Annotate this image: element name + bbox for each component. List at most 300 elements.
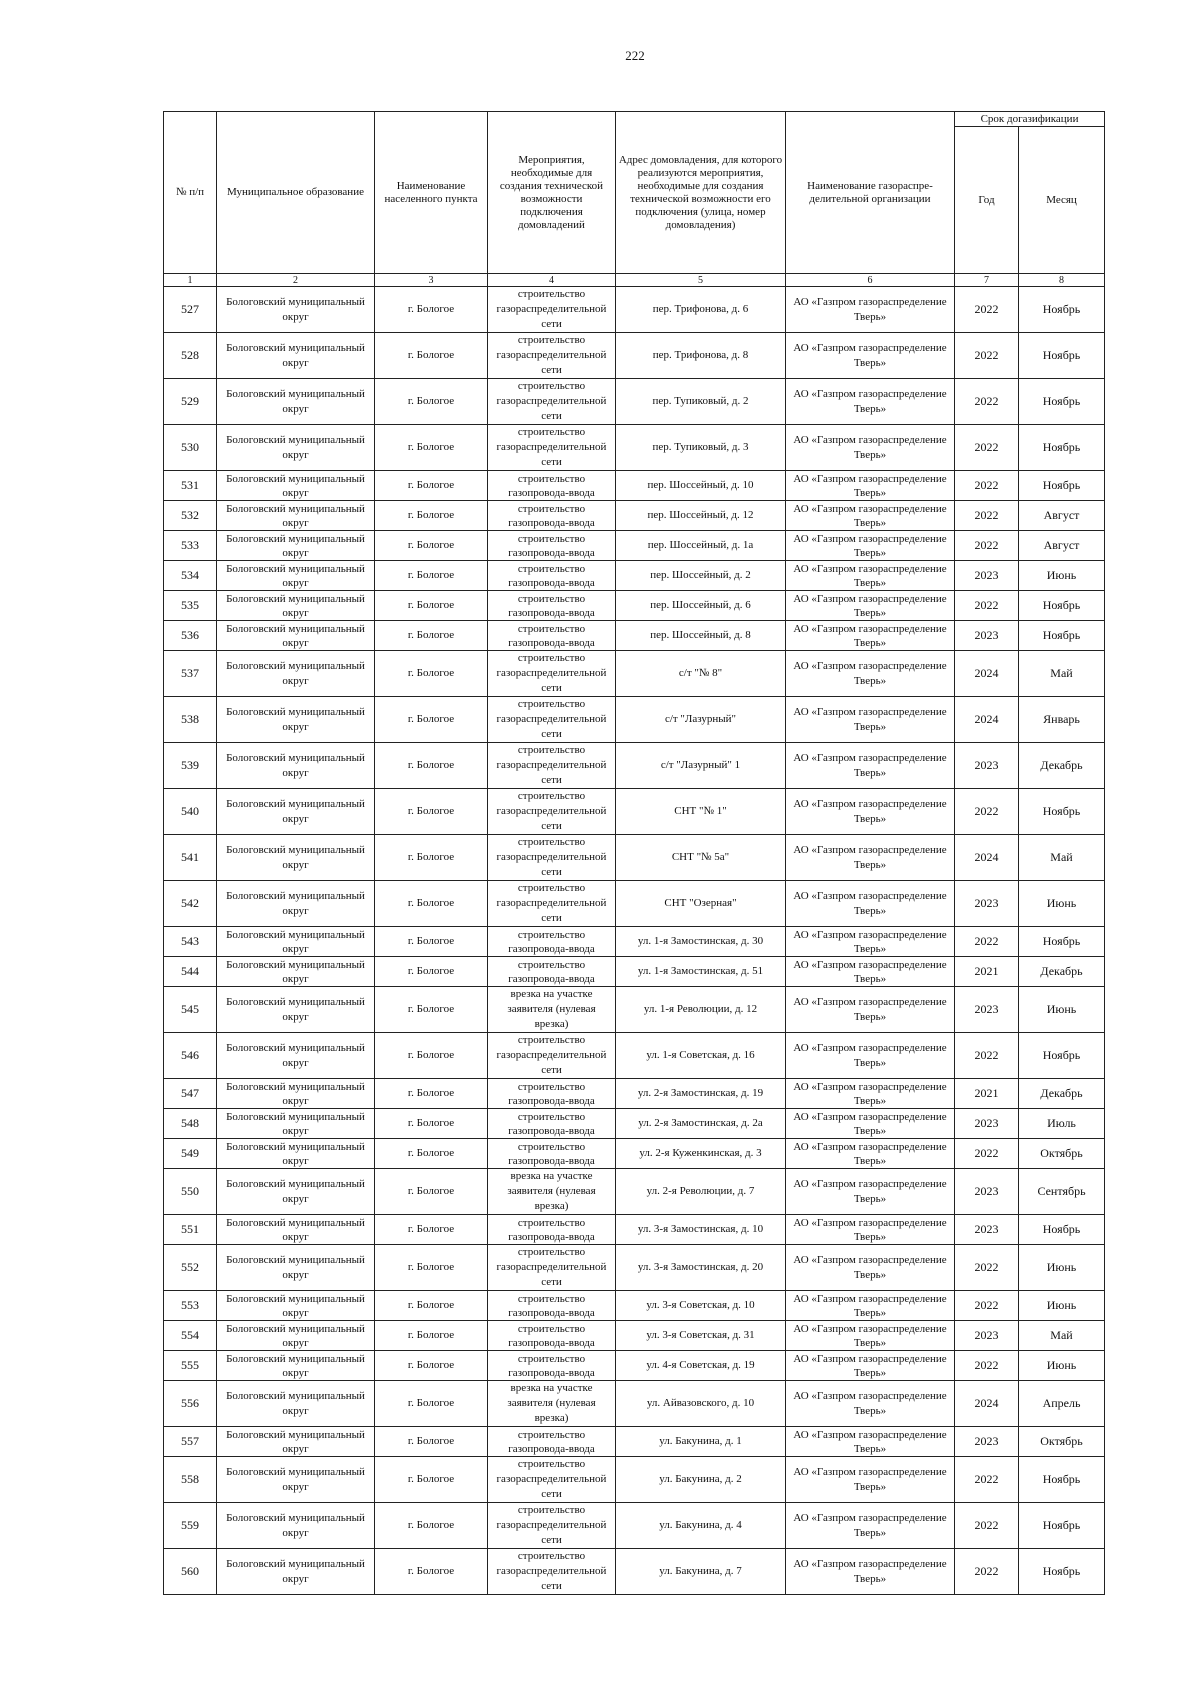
measures-cell: строительство газораспределительной сети bbox=[488, 379, 616, 425]
municipality-cell: Бологовский муниципальный округ bbox=[217, 531, 375, 561]
address-cell: ул. 3-я Советская, д. 31 bbox=[616, 1321, 786, 1351]
measures-cell: строительство газопровода-ввода bbox=[488, 1291, 616, 1321]
header-municipality: Муниципальное образование bbox=[217, 112, 375, 274]
address-cell: пер. Тупиковый, д. 3 bbox=[616, 425, 786, 471]
org-cell: АО «Газпром газораспределение Тверь» bbox=[786, 591, 955, 621]
measures-cell: строительство газопровода-ввода bbox=[488, 1215, 616, 1245]
month-cell: Ноябрь bbox=[1019, 379, 1105, 425]
year-cell: 2022 bbox=[955, 927, 1019, 957]
month-cell: Май bbox=[1019, 651, 1105, 697]
table-row bbox=[164, 1503, 1105, 1549]
address-cell: с/т "Лазурный" 1 bbox=[616, 743, 786, 789]
settlement-cell: г. Бологое bbox=[375, 287, 488, 333]
year-cell: 2022 bbox=[955, 471, 1019, 501]
org-cell: АО «Газпром газораспределение Тверь» bbox=[786, 1033, 955, 1079]
month-cell: Май bbox=[1019, 835, 1105, 881]
address-cell: пер. Шоссейный, д. 10 bbox=[616, 471, 786, 501]
measures-cell: строительство газопровода-ввода bbox=[488, 501, 616, 531]
header-month: Месяц bbox=[1019, 127, 1105, 274]
settlement-cell: г. Бологое bbox=[375, 1033, 488, 1079]
address-cell: ул. 2-я Куженкинская, д. 3 bbox=[616, 1139, 786, 1169]
address-cell: ул. 2-я Замостинская, д. 2а bbox=[616, 1109, 786, 1139]
table-row bbox=[164, 471, 1105, 501]
org-cell: АО «Газпром газораспределение Тверь» bbox=[786, 561, 955, 591]
month-cell: Ноябрь bbox=[1019, 1457, 1105, 1503]
year-cell: 2022 bbox=[955, 591, 1019, 621]
month-cell: Ноябрь bbox=[1019, 1215, 1105, 1245]
measures-cell: строительство газораспределительной сети bbox=[488, 425, 616, 471]
settlement-cell: г. Бологое bbox=[375, 927, 488, 957]
measures-cell: строительство газопровода-ввода bbox=[488, 471, 616, 501]
row-number: 558 bbox=[164, 1457, 217, 1503]
org-cell: АО «Газпром газораспределение Тверь» bbox=[786, 1351, 955, 1381]
table-row bbox=[164, 561, 1105, 591]
year-cell: 2023 bbox=[955, 743, 1019, 789]
measures-cell: врезка на участке заявителя (нулевая врезка) bbox=[488, 1169, 616, 1215]
settlement-cell: г. Бологое bbox=[375, 987, 488, 1033]
municipality-cell: Бологовский муниципальный округ bbox=[217, 1291, 375, 1321]
table-row bbox=[164, 425, 1105, 471]
org-cell: АО «Газпром газораспределение Тверь» bbox=[786, 1169, 955, 1215]
address-cell: ул. Бакунина, д. 4 bbox=[616, 1503, 786, 1549]
month-cell: Ноябрь bbox=[1019, 333, 1105, 379]
org-cell: АО «Газпром газораспределение Тверь» bbox=[786, 1427, 955, 1457]
address-cell: ул. 1-я Советская, д. 16 bbox=[616, 1033, 786, 1079]
row-number: 534 bbox=[164, 561, 217, 591]
org-cell: АО «Газпром газораспределение Тверь» bbox=[786, 743, 955, 789]
month-cell: Сентябрь bbox=[1019, 1169, 1105, 1215]
org-cell: АО «Газпром газораспределение Тверь» bbox=[786, 1457, 955, 1503]
table-row bbox=[164, 1291, 1105, 1321]
municipality-cell: Бологовский муниципальный округ bbox=[217, 743, 375, 789]
row-number: 546 bbox=[164, 1033, 217, 1079]
settlement-cell: г. Бологое bbox=[375, 957, 488, 987]
measures-cell: строительство газораспределительной сети bbox=[488, 1245, 616, 1291]
measures-cell: строительство газопровода-ввода bbox=[488, 591, 616, 621]
row-number: 560 bbox=[164, 1549, 217, 1595]
org-cell: АО «Газпром газораспределение Тверь» bbox=[786, 379, 955, 425]
measures-cell: строительство газопровода-ввода bbox=[488, 621, 616, 651]
table-row bbox=[164, 1321, 1105, 1351]
address-cell: ул. Бакунина, д. 1 bbox=[616, 1427, 786, 1457]
month-cell: Ноябрь bbox=[1019, 621, 1105, 651]
table-header bbox=[164, 112, 1105, 287]
org-cell: АО «Газпром газораспределение Тверь» bbox=[786, 1321, 955, 1351]
address-cell: пер. Трифонова, д. 6 bbox=[616, 287, 786, 333]
month-cell: Ноябрь bbox=[1019, 789, 1105, 835]
settlement-cell: г. Бологое bbox=[375, 501, 488, 531]
row-number: 550 bbox=[164, 1169, 217, 1215]
measures-cell: строительство газопровода-ввода bbox=[488, 531, 616, 561]
header-measures: Мероприятия, необходимые для создания технической возможности подключения домовладений bbox=[488, 112, 616, 274]
org-cell: АО «Газпром газораспределение Тверь» bbox=[786, 425, 955, 471]
page-number: 222 bbox=[625, 48, 645, 63]
settlement-cell: г. Бологое bbox=[375, 531, 488, 561]
org-cell: АО «Газпром газораспределение Тверь» bbox=[786, 789, 955, 835]
settlement-cell: г. Бологое bbox=[375, 1381, 488, 1427]
municipality-cell: Бологовский муниципальный округ bbox=[217, 1503, 375, 1549]
row-number: 530 bbox=[164, 425, 217, 471]
month-cell: Ноябрь bbox=[1019, 425, 1105, 471]
municipality-cell: Бологовский муниципальный округ bbox=[217, 1245, 375, 1291]
org-cell: АО «Газпром газораспределение Тверь» bbox=[786, 621, 955, 651]
measures-cell: строительство газораспределительной сети bbox=[488, 1033, 616, 1079]
settlement-cell: г. Бологое bbox=[375, 1427, 488, 1457]
settlement-cell: г. Бологое bbox=[375, 1169, 488, 1215]
row-number: 540 bbox=[164, 789, 217, 835]
row-number: 539 bbox=[164, 743, 217, 789]
year-cell: 2023 bbox=[955, 987, 1019, 1033]
table-row bbox=[164, 651, 1105, 697]
month-cell: Июнь bbox=[1019, 1291, 1105, 1321]
month-cell: Декабрь bbox=[1019, 957, 1105, 987]
org-cell: АО «Газпром газораспределение Тверь» bbox=[786, 531, 955, 561]
settlement-cell: г. Бологое bbox=[375, 425, 488, 471]
municipality-cell: Бологовский муниципальный округ bbox=[217, 425, 375, 471]
year-cell: 2023 bbox=[955, 1109, 1019, 1139]
org-cell: АО «Газпром газораспределение Тверь» bbox=[786, 1245, 955, 1291]
table-row bbox=[164, 379, 1105, 425]
address-cell: пер. Тупиковый, д. 2 bbox=[616, 379, 786, 425]
table-row bbox=[164, 1109, 1105, 1139]
table-row bbox=[164, 835, 1105, 881]
settlement-cell: г. Бологое bbox=[375, 697, 488, 743]
settlement-cell: г. Бологое bbox=[375, 835, 488, 881]
measures-cell: строительство газораспределительной сети bbox=[488, 651, 616, 697]
measures-cell: строительство газопровода-ввода bbox=[488, 957, 616, 987]
col-number: 6 bbox=[786, 274, 955, 287]
municipality-cell: Бологовский муниципальный округ bbox=[217, 501, 375, 531]
address-cell: ул. Айвазовского, д. 10 bbox=[616, 1381, 786, 1427]
measures-cell: строительство газопровода-ввода bbox=[488, 1427, 616, 1457]
table-row bbox=[164, 789, 1105, 835]
year-cell: 2024 bbox=[955, 1381, 1019, 1427]
month-cell: Январь bbox=[1019, 697, 1105, 743]
table-row bbox=[164, 1079, 1105, 1109]
settlement-cell: г. Бологое bbox=[375, 1503, 488, 1549]
settlement-cell: г. Бологое bbox=[375, 1109, 488, 1139]
year-cell: 2024 bbox=[955, 835, 1019, 881]
settlement-cell: г. Бологое bbox=[375, 561, 488, 591]
row-number: 542 bbox=[164, 881, 217, 927]
table-row bbox=[164, 927, 1105, 957]
year-cell: 2023 bbox=[955, 621, 1019, 651]
col-number: 2 bbox=[217, 274, 375, 287]
row-number: 533 bbox=[164, 531, 217, 561]
org-cell: АО «Газпром газораспределение Тверь» bbox=[786, 651, 955, 697]
settlement-cell: г. Бологое bbox=[375, 1321, 488, 1351]
org-cell: АО «Газпром газораспределение Тверь» bbox=[786, 1215, 955, 1245]
org-cell: АО «Газпром газораспределение Тверь» bbox=[786, 927, 955, 957]
table-row bbox=[164, 957, 1105, 987]
table-row bbox=[164, 1427, 1105, 1457]
org-cell: АО «Газпром газораспределение Тверь» bbox=[786, 1503, 955, 1549]
address-cell: СНТ "Озерная" bbox=[616, 881, 786, 927]
month-cell: Июнь bbox=[1019, 881, 1105, 927]
year-cell: 2022 bbox=[955, 1503, 1019, 1549]
col-number: 5 bbox=[616, 274, 786, 287]
row-number: 557 bbox=[164, 1427, 217, 1457]
municipality-cell: Бологовский муниципальный округ bbox=[217, 333, 375, 379]
measures-cell: строительство газораспределительной сети bbox=[488, 287, 616, 333]
month-cell: Октябрь bbox=[1019, 1427, 1105, 1457]
month-cell: Декабрь bbox=[1019, 743, 1105, 789]
col-number: 4 bbox=[488, 274, 616, 287]
year-cell: 2022 bbox=[955, 425, 1019, 471]
year-cell: 2022 bbox=[955, 1549, 1019, 1595]
address-cell: ул. 2-я Замостинская, д. 19 bbox=[616, 1079, 786, 1109]
settlement-cell: г. Бологое bbox=[375, 743, 488, 789]
year-cell: 2023 bbox=[955, 881, 1019, 927]
settlement-cell: г. Бологое bbox=[375, 1139, 488, 1169]
measures-cell: строительство газораспределительной сети bbox=[488, 697, 616, 743]
month-cell: Август bbox=[1019, 531, 1105, 561]
municipality-cell: Бологовский муниципальный округ bbox=[217, 621, 375, 651]
col-number: 8 bbox=[1019, 274, 1105, 287]
measures-cell: врезка на участке заявителя (нулевая врезка) bbox=[488, 1381, 616, 1427]
year-cell: 2022 bbox=[955, 789, 1019, 835]
row-number: 528 bbox=[164, 333, 217, 379]
table-row bbox=[164, 531, 1105, 561]
header-num: № п/п bbox=[164, 112, 217, 274]
year-cell: 2021 bbox=[955, 1079, 1019, 1109]
municipality-cell: Бологовский муниципальный округ bbox=[217, 1457, 375, 1503]
address-cell: пер. Шоссейный, д. 6 bbox=[616, 591, 786, 621]
org-cell: АО «Газпром газораспределение Тверь» bbox=[786, 1381, 955, 1427]
settlement-cell: г. Бологое bbox=[375, 333, 488, 379]
month-cell: Ноябрь bbox=[1019, 1549, 1105, 1595]
measures-cell: строительство газораспределительной сети bbox=[488, 743, 616, 789]
org-cell: АО «Газпром газораспределение Тверь» bbox=[786, 1109, 955, 1139]
year-cell: 2022 bbox=[955, 1291, 1019, 1321]
column-numbers-row bbox=[164, 274, 1105, 287]
table-row bbox=[164, 621, 1105, 651]
municipality-cell: Бологовский муниципальный округ bbox=[217, 1139, 375, 1169]
table-row bbox=[164, 501, 1105, 531]
year-cell: 2022 bbox=[955, 1033, 1019, 1079]
year-cell: 2022 bbox=[955, 1139, 1019, 1169]
year-cell: 2022 bbox=[955, 1351, 1019, 1381]
municipality-cell: Бологовский муниципальный округ bbox=[217, 789, 375, 835]
measures-cell: строительство газораспределительной сети bbox=[488, 1503, 616, 1549]
row-number: 556 bbox=[164, 1381, 217, 1427]
row-number: 547 bbox=[164, 1079, 217, 1109]
settlement-cell: г. Бологое bbox=[375, 789, 488, 835]
row-number: 531 bbox=[164, 471, 217, 501]
measures-cell: строительство газопровода-ввода bbox=[488, 1139, 616, 1169]
measures-cell: строительство газопровода-ввода bbox=[488, 1079, 616, 1109]
settlement-cell: г. Бологое bbox=[375, 881, 488, 927]
measures-cell: строительство газораспределительной сети bbox=[488, 1549, 616, 1595]
measures-cell: строительство газопровода-ввода bbox=[488, 1351, 616, 1381]
municipality-cell: Бологовский муниципальный округ bbox=[217, 987, 375, 1033]
municipality-cell: Бологовский муниципальный округ bbox=[217, 561, 375, 591]
municipality-cell: Бологовский муниципальный округ bbox=[217, 1033, 375, 1079]
settlement-cell: г. Бологое bbox=[375, 1291, 488, 1321]
address-cell: ул. 3-я Замостинская, д. 20 bbox=[616, 1245, 786, 1291]
year-cell: 2024 bbox=[955, 697, 1019, 743]
municipality-cell: Бологовский муниципальный округ bbox=[217, 927, 375, 957]
settlement-cell: г. Бологое bbox=[375, 1215, 488, 1245]
month-cell: Май bbox=[1019, 1321, 1105, 1351]
settlement-cell: г. Бологое bbox=[375, 621, 488, 651]
table-row bbox=[164, 1381, 1105, 1427]
org-cell: АО «Газпром газораспределение Тверь» bbox=[786, 1139, 955, 1169]
header-term: Срок догазификации bbox=[955, 112, 1105, 127]
table-body bbox=[164, 287, 1105, 1595]
month-cell: Ноябрь bbox=[1019, 1503, 1105, 1549]
table-row bbox=[164, 881, 1105, 927]
municipality-cell: Бологовский муниципальный округ bbox=[217, 379, 375, 425]
address-cell: ул. 1-я Замостинская, д. 51 bbox=[616, 957, 786, 987]
municipality-cell: Бологовский муниципальный округ bbox=[217, 1427, 375, 1457]
row-number: 538 bbox=[164, 697, 217, 743]
table-row bbox=[164, 1457, 1105, 1503]
address-cell: ул. Бакунина, д. 2 bbox=[616, 1457, 786, 1503]
row-number: 527 bbox=[164, 287, 217, 333]
month-cell: Июнь bbox=[1019, 1245, 1105, 1291]
year-cell: 2023 bbox=[955, 1169, 1019, 1215]
address-cell: ул. Бакунина, д. 7 bbox=[616, 1549, 786, 1595]
row-number: 543 bbox=[164, 927, 217, 957]
month-cell: Ноябрь bbox=[1019, 927, 1105, 957]
municipality-cell: Бологовский муниципальный округ bbox=[217, 697, 375, 743]
month-cell: Июнь bbox=[1019, 561, 1105, 591]
year-cell: 2022 bbox=[955, 287, 1019, 333]
org-cell: АО «Газпром газораспределение Тверь» bbox=[786, 881, 955, 927]
table-row bbox=[164, 1245, 1105, 1291]
municipality-cell: Бологовский муниципальный округ bbox=[217, 471, 375, 501]
table-row bbox=[164, 697, 1105, 743]
measures-cell: строительство газопровода-ввода bbox=[488, 1109, 616, 1139]
org-cell: АО «Газпром газораспределение Тверь» bbox=[786, 1079, 955, 1109]
municipality-cell: Бологовский муниципальный округ bbox=[217, 1321, 375, 1351]
settlement-cell: г. Бологое bbox=[375, 1245, 488, 1291]
municipality-cell: Бологовский муниципальный округ bbox=[217, 1381, 375, 1427]
row-number: 552 bbox=[164, 1245, 217, 1291]
col-number: 1 bbox=[164, 274, 217, 287]
org-cell: АО «Газпром газораспределение Тверь» bbox=[786, 697, 955, 743]
year-cell: 2023 bbox=[955, 1321, 1019, 1351]
org-cell: АО «Газпром газораспределение Тверь» bbox=[786, 1291, 955, 1321]
address-cell: СНТ "№ 1" bbox=[616, 789, 786, 835]
measures-cell: строительство газораспределительной сети bbox=[488, 881, 616, 927]
month-cell: Август bbox=[1019, 501, 1105, 531]
address-cell: пер. Шоссейный, д. 8 bbox=[616, 621, 786, 651]
table-row bbox=[164, 1169, 1105, 1215]
row-number: 549 bbox=[164, 1139, 217, 1169]
municipality-cell: Бологовский муниципальный округ bbox=[217, 287, 375, 333]
col-number: 3 bbox=[375, 274, 488, 287]
year-cell: 2022 bbox=[955, 1457, 1019, 1503]
measures-cell: строительство газопровода-ввода bbox=[488, 561, 616, 591]
address-cell: пер. Шоссейный, д. 12 bbox=[616, 501, 786, 531]
table-row bbox=[164, 1215, 1105, 1245]
row-number: 554 bbox=[164, 1321, 217, 1351]
year-cell: 2024 bbox=[955, 651, 1019, 697]
settlement-cell: г. Бологое bbox=[375, 651, 488, 697]
header-address: Адрес домовладения, для которого реализуются мероприятия, необходимые для создания технической возможности его подключения (улица, номер домовладения) bbox=[616, 112, 786, 274]
measures-cell: строительство газораспределительной сети bbox=[488, 333, 616, 379]
org-cell: АО «Газпром газораспределение Тверь» bbox=[786, 1549, 955, 1595]
month-cell: Ноябрь bbox=[1019, 287, 1105, 333]
row-number: 541 bbox=[164, 835, 217, 881]
measures-cell: строительство газораспределительной сети bbox=[488, 835, 616, 881]
settlement-cell: г. Бологое bbox=[375, 1457, 488, 1503]
org-cell: АО «Газпром газораспределение Тверь» bbox=[786, 501, 955, 531]
address-cell: ул. 4-я Советская, д. 19 bbox=[616, 1351, 786, 1381]
month-cell: Июль bbox=[1019, 1109, 1105, 1139]
year-cell: 2022 bbox=[955, 1245, 1019, 1291]
header-org: Наименование газораспре-делительной организации bbox=[786, 112, 955, 274]
row-number: 529 bbox=[164, 379, 217, 425]
month-cell: Июнь bbox=[1019, 1351, 1105, 1381]
row-number: 555 bbox=[164, 1351, 217, 1381]
table-row bbox=[164, 1033, 1105, 1079]
org-cell: АО «Газпром газораспределение Тверь» bbox=[786, 987, 955, 1033]
municipality-cell: Бологовский муниципальный округ bbox=[217, 1215, 375, 1245]
month-cell: Ноябрь bbox=[1019, 471, 1105, 501]
address-cell: СНТ "№ 5а" bbox=[616, 835, 786, 881]
header-settlement: Наименование населенного пункта bbox=[375, 112, 488, 274]
table-row bbox=[164, 333, 1105, 379]
row-number: 535 bbox=[164, 591, 217, 621]
address-cell: с/т "№ 8" bbox=[616, 651, 786, 697]
municipality-cell: Бологовский муниципальный округ bbox=[217, 1351, 375, 1381]
org-cell: АО «Газпром газораспределение Тверь» bbox=[786, 835, 955, 881]
col-number: 7 bbox=[955, 274, 1019, 287]
row-number: 532 bbox=[164, 501, 217, 531]
address-cell: пер. Трифонова, д. 8 bbox=[616, 333, 786, 379]
measures-cell: строительство газораспределительной сети bbox=[488, 789, 616, 835]
municipality-cell: Бологовский муниципальный округ bbox=[217, 651, 375, 697]
municipality-cell: Бологовский муниципальный округ bbox=[217, 835, 375, 881]
measures-cell: строительство газораспределительной сети bbox=[488, 1457, 616, 1503]
month-cell: Ноябрь bbox=[1019, 1033, 1105, 1079]
row-number: 536 bbox=[164, 621, 217, 651]
row-number: 537 bbox=[164, 651, 217, 697]
row-number: 553 bbox=[164, 1291, 217, 1321]
municipality-cell: Бологовский муниципальный округ bbox=[217, 1109, 375, 1139]
table-row bbox=[164, 1351, 1105, 1381]
year-cell: 2022 bbox=[955, 333, 1019, 379]
table-row bbox=[164, 1549, 1105, 1595]
row-number: 544 bbox=[164, 957, 217, 987]
settlement-cell: г. Бологое bbox=[375, 1549, 488, 1595]
year-cell: 2021 bbox=[955, 957, 1019, 987]
settlement-cell: г. Бологое bbox=[375, 379, 488, 425]
address-cell: ул. 3-я Советская, д. 10 bbox=[616, 1291, 786, 1321]
table-row bbox=[164, 1139, 1105, 1169]
table-row bbox=[164, 591, 1105, 621]
org-cell: АО «Газпром газораспределение Тверь» bbox=[786, 287, 955, 333]
month-cell: Ноябрь bbox=[1019, 591, 1105, 621]
settlement-cell: г. Бологое bbox=[375, 471, 488, 501]
month-cell: Октябрь bbox=[1019, 1139, 1105, 1169]
row-number: 551 bbox=[164, 1215, 217, 1245]
municipality-cell: Бологовский муниципальный округ bbox=[217, 1169, 375, 1215]
year-cell: 2023 bbox=[955, 1427, 1019, 1457]
municipality-cell: Бологовский муниципальный округ bbox=[217, 1079, 375, 1109]
year-cell: 2023 bbox=[955, 561, 1019, 591]
row-number: 559 bbox=[164, 1503, 217, 1549]
settlement-cell: г. Бологое bbox=[375, 591, 488, 621]
address-cell: пер. Шоссейный, д. 1а bbox=[616, 531, 786, 561]
measures-cell: врезка на участке заявителя (нулевая врезка) bbox=[488, 987, 616, 1033]
org-cell: АО «Газпром газораспределение Тверь» bbox=[786, 471, 955, 501]
municipality-cell: Бологовский муниципальный округ bbox=[217, 1549, 375, 1595]
header-year: Год bbox=[955, 127, 1019, 274]
